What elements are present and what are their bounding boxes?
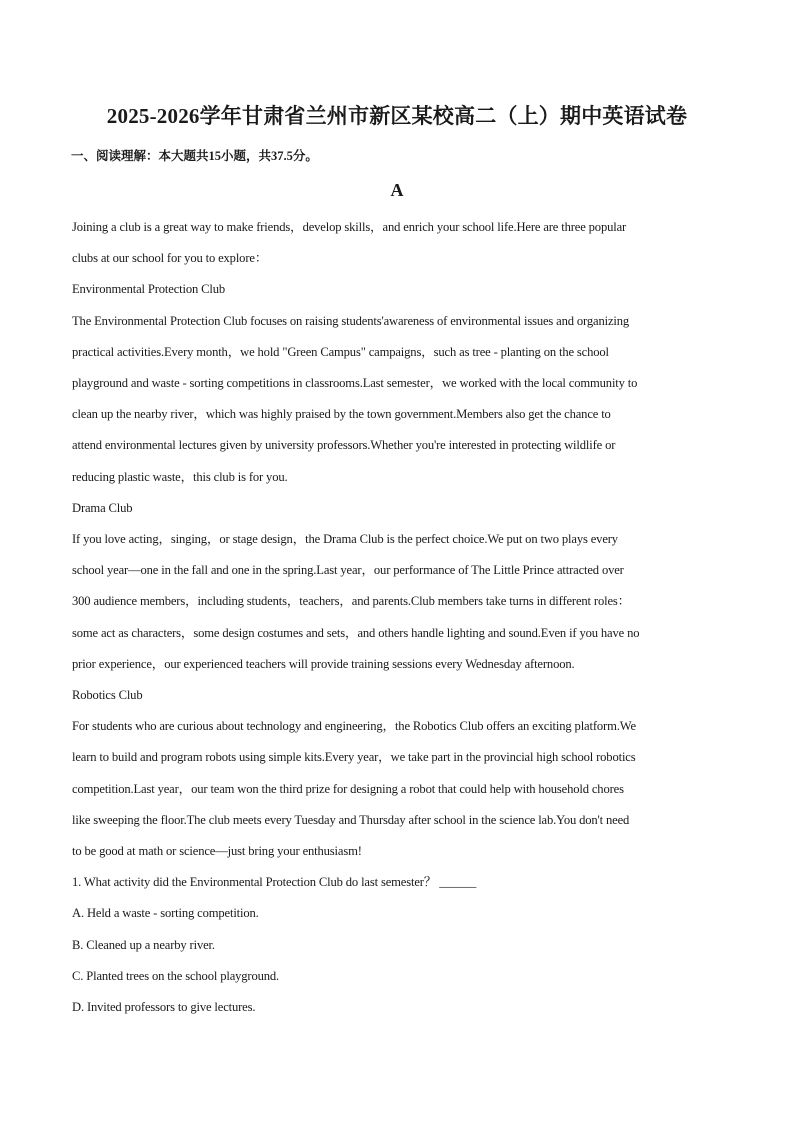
passage-line: some act as characters，some design costumes and sets，and others handle lighting and sound.Even if you have no bbox=[72, 626, 640, 640]
passage-line: If you love acting，singing，or stage design，the Drama Club is the perfect choice.We put on two plays every bbox=[72, 532, 618, 546]
club-heading-robotics: Robotics Club bbox=[72, 688, 143, 702]
passage-line: prior experience，our experienced teachers will provide training sessions every Wednesday afternoon. bbox=[72, 657, 575, 671]
passage-line: like sweeping the floor.The club meets every Tuesday and Thursday after school in the science lab.You don't need bbox=[72, 813, 630, 827]
passage-line: competition.Last year，our team won the third prize for designing a robot that could help with household chores bbox=[72, 782, 624, 796]
passage-line: school year—one in the fall and one in the spring.Last year，our performance of The Little Prince attracted over bbox=[72, 563, 624, 577]
section-heading: 一、阅读理解：本大题共15小题，共37.5分。 bbox=[71, 149, 318, 163]
passage-line: The Environmental Protection Club focuses on raising students'awareness of environmental issues and organizing bbox=[72, 314, 630, 328]
question-1-option-c: C. Planted trees on the school playground. bbox=[72, 969, 280, 983]
passage-line: Joining a club is a great way to make friends，develop skills，and enrich your school life.Here are three popular bbox=[72, 220, 627, 234]
passage-line: 300 audience members，including students，teachers，and parents.Club members take turns in different roles： bbox=[72, 594, 631, 608]
question-1-option-d: D. Invited professors to give lectures. bbox=[72, 1000, 256, 1014]
exam-title: 2025-2026学年甘肃省兰州市新区某校高二（上）期中英语试卷 bbox=[106, 104, 688, 128]
question-1-option-a: A. Held a waste - sorting competition. bbox=[72, 906, 259, 920]
passage-line: learn to build and program robots using simple kits.Every year，we take part in the provincial high school robotics bbox=[72, 750, 636, 764]
passage-line: clean up the nearby river，which was highly praised by the town government.Members also get the chance to bbox=[72, 407, 611, 421]
club-heading-environmental: Environmental Protection Club bbox=[72, 282, 226, 296]
passage-line: attend environmental lectures given by university professors.Whether you're interested in protecting wildlife or bbox=[72, 438, 616, 452]
passage-line: For students who are curious about technology and engineering，the Robotics Club offers an exciting platform.We bbox=[72, 719, 636, 733]
passage-line: playground and waste - sorting competitions in classrooms.Last semester，we worked with the local community to bbox=[72, 376, 638, 390]
passage-line: to be good at math or science—just bring your enthusiasm! bbox=[72, 844, 362, 858]
passage-line: practical activities.Every month，we hold "Green Campus" campaigns，such as tree - planting on the school bbox=[72, 345, 609, 359]
question-1-stem: 1. What activity did the Environmental Protection Club do last semester？ ______ bbox=[72, 875, 477, 889]
passage-label: A bbox=[390, 180, 404, 200]
question-1-option-b: B. Cleaned up a nearby river. bbox=[72, 938, 215, 952]
club-heading-drama: Drama Club bbox=[72, 501, 133, 515]
passage-line: clubs at our school for you to explore： bbox=[72, 251, 268, 265]
passage-line: reducing plastic waste，this club is for you. bbox=[72, 470, 288, 484]
